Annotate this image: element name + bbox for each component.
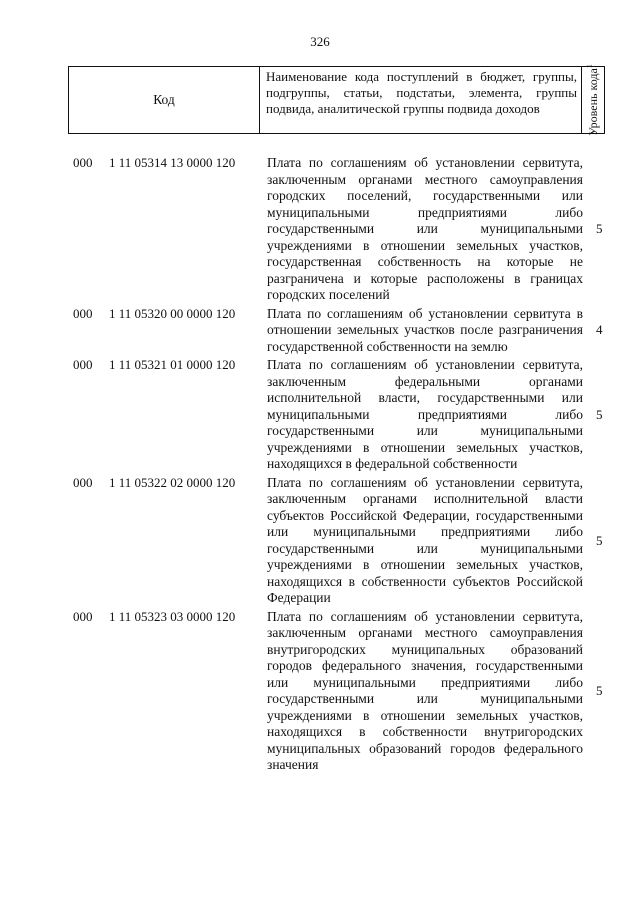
row-prefix: 000 <box>73 357 93 372</box>
row-level: 5 <box>596 406 603 422</box>
header-name: Наименование кода поступлений в бюджет, группы, подгруппы, статьи, подстатьи, элемента, группы подвида, аналитической группы подвида доходов <box>260 67 582 133</box>
table-row <box>0 609 640 774</box>
table-row <box>0 306 640 356</box>
row-description: Плата по соглашениям об установлении сервитута, заключенным органами исполнительной власти субъектов Российской Федерации, государственными или муниципальными предприятиями либо государственными или муниципальными учреждениями в отношении земельных участков, находящихся в собственности субъектов Российской Федерации <box>267 474 583 605</box>
row-code: 1 11 05321 01 0000 120 <box>109 357 236 372</box>
row-description: Плата по соглашениям об установлении сервитута, заключенным органами местного самоуправления внутригородских муниципальных образований городов федерального значения, государственными или муниципальными предприятиями либо государственными или муниципальными учреждениями в отношении земельных участков, находящихся в собственности внутригородских муниципальных образований городов федерального значения <box>267 608 583 772</box>
row-level: 5 <box>596 532 603 548</box>
header-code: Код <box>69 67 260 133</box>
page-number: 326 <box>310 34 330 49</box>
row-description: Плата по соглашениям об установлении сервитута в отношении земельных участков после разграничения государственной собственности на землю <box>267 305 583 354</box>
row-prefix: 000 <box>73 474 93 490</box>
header-level <box>582 64 604 136</box>
table-body <box>0 155 640 774</box>
row-level: 5 <box>596 221 603 237</box>
table-row <box>0 357 640 473</box>
table-row <box>0 155 640 304</box>
table-header <box>68 66 605 134</box>
row-code: 1 11 05320 00 0000 120 <box>109 305 236 321</box>
row-description: Плата по соглашениям об установлении сервитута, заключенным органами местного самоуправления городских поселений, государственными или муниципальными предприятиями либо государственными или муниципальными учреждениями в отношении земельных участков, государственная собственность на которые не разграничена и которые расположены в границах городских поселений <box>267 155 583 302</box>
row-code: 1 11 05323 03 0000 120 <box>109 608 236 624</box>
row-level: 4 <box>596 322 603 338</box>
table-row <box>0 475 640 607</box>
header-level-label: Уровень кода <box>586 68 600 136</box>
header-level-text <box>585 64 601 136</box>
row-code: 1 11 05314 13 0000 120 <box>109 155 236 170</box>
row-prefix: 000 <box>73 608 93 624</box>
row-code: 1 11 05322 02 0000 120 <box>109 474 236 490</box>
row-prefix: 000 <box>73 155 93 170</box>
row-prefix: 000 <box>73 305 93 321</box>
row-level: 5 <box>596 683 603 698</box>
row-description: Плата по соглашениям об установлении сервитута, заключенным федеральными органами исполнительной власти, государственными или муниципальными предприятиями либо государственными или муниципальными учреждениями в отношении земельных участков, находящихся в федеральной собственности <box>267 357 583 471</box>
header-level-footnote: 1 <box>585 64 594 69</box>
